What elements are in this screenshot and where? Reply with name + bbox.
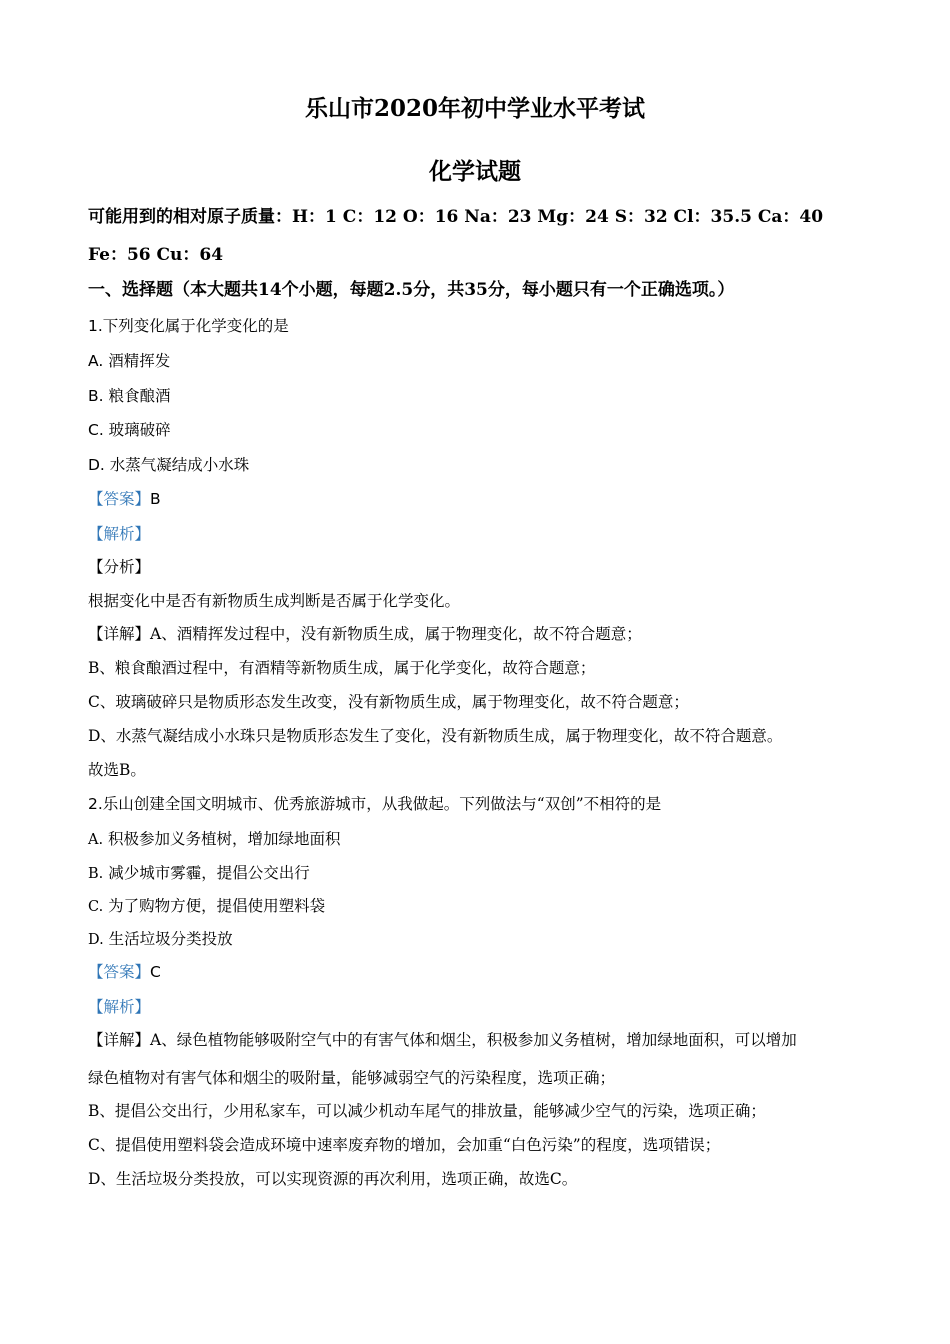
q1-detail-d: D、水蒸气凝结成小水珠只是物质形态发生了变化，没有新物质生成，属于物理变化，故不符合题意。 [88,727,783,745]
page-title: 乐山市2020年初中学业水平考试 [304,95,645,122]
q2-option-c [88,896,878,917]
q1-stem-text: 下列变化属于化学变化的是 [102,317,289,335]
q1-answer [88,489,878,509]
q1-stem [88,316,878,336]
q1-conclusion: 故选B。 [88,761,146,779]
q2-detail-d: D、生活垃圾分类投放，可以实现资源的再次利用，选项正确，故选C。 [88,1170,578,1188]
q2-answer-label: 【答案】 [88,963,151,981]
q1-option-c-letter: C. [88,421,104,439]
q1-option-c-text: 玻璃破碎 [103,421,171,439]
q2-option-d [88,929,878,950]
q2-detail-a1 [88,1030,878,1050]
q2-analysis-label: 【解析】 [88,998,151,1016]
q2-option-a [88,829,878,850]
q2-answer-value: C [150,963,161,981]
q2-stem [88,794,878,814]
q2-detail-c: C、提倡使用塑料袋会造成环境中速率废弃物的增加，会加重“白色污染”的程度，选项错误； [88,1136,721,1154]
q2-option-c-letter: C. [88,899,104,915]
q1-answer-value: B [150,490,161,508]
q1-detail-a-text: A、酒精挥发过程中，没有新物质生成，属于物理变化，故不符合题意； [150,625,642,643]
q2-detail-b: B、提倡公交出行，少用私家车，可以减少机动车尾气的排放量，能够减少空气的污染，选项正确； [88,1102,766,1120]
atomic-mass-line-1: 可能用到的相对原子质量：H：1 C：12 O：16 Na：23 Mg：24 S：32 Cl：35.5 Ca：40 [88,207,824,227]
q1-analysis-label: 【解析】 [88,525,151,543]
q1-detail-c: C、玻璃破碎只是物质形态发生改变，没有新物质生成，属于物理变化，故不符合题意； [88,693,689,711]
q2-detail-label: 【详解】 [88,1031,151,1049]
q2-option-b-letter: B. [88,866,104,882]
q1-number: 1. [88,317,103,335]
q1-option-b-letter: B. [88,387,104,405]
q2-option-d-text: 生活垃圾分类投放 [103,930,233,948]
q2-detail-a1-text: A、绿色植物能够吸附空气中的有害气体和烟尘，积极参加义务植树，增加绿地面积，可以增加 [150,1031,797,1049]
q2-stem-text: 乐山创建全国文明城市、优秀旅游城市，从我做起。下列做法与“双创”不相符的是 [102,795,662,813]
q1-option-a-text: 酒精挥发 [103,352,171,370]
q1-option-c [88,420,878,440]
q2-option-d-letter: D. [88,932,104,948]
page-subtitle: 化学试题 [429,158,521,185]
q1-fenxi-text: 根据变化中是否有新物质生成判断是否属于化学变化。 [88,592,461,610]
q1-option-d-letter: D. [88,456,105,474]
q2-answer [88,962,878,982]
q1-option-b-text: 粮食酿酒 [103,387,171,405]
q1-detail-label: 【详解】 [88,625,151,643]
q2-option-b [88,863,878,884]
q2-detail-a2: 绿色植物对有害气体和烟尘的吸附量，能够减弱空气的污染程度，选项正确； [88,1069,616,1087]
atomic-mass-line-2: Fe：56 Cu：64 [88,245,224,265]
q1-detail-b: B、粮食酿酒过程中，有酒精等新物质生成，属于化学变化，故符合题意； [88,659,596,677]
q2-option-c-text: 为了购物方便，提倡使用塑料袋 [103,897,326,915]
q1-option-d [88,455,878,475]
q1-answer-label: 【答案】 [88,490,151,508]
q2-number: 2. [88,795,103,813]
q1-option-a-letter: A. [88,352,104,370]
q1-fenxi-label: 【分析】 [88,558,151,576]
q1-option-b [88,386,878,406]
q2-option-a-letter: A. [88,832,104,848]
q2-option-a-text: 积极参加义务植树，增加绿地面积 [103,830,341,848]
q2-option-b-text: 减少城市雾霾，提倡公交出行 [103,864,310,882]
q1-detail-a [88,624,878,644]
q1-option-d-text: 水蒸气凝结成小水珠 [104,456,250,474]
q1-option-a [88,351,878,371]
section-heading: 一、选择题（本大题共14个小题，每题2.5分，共35分，每小题只有一个正确选项。） [88,280,735,300]
